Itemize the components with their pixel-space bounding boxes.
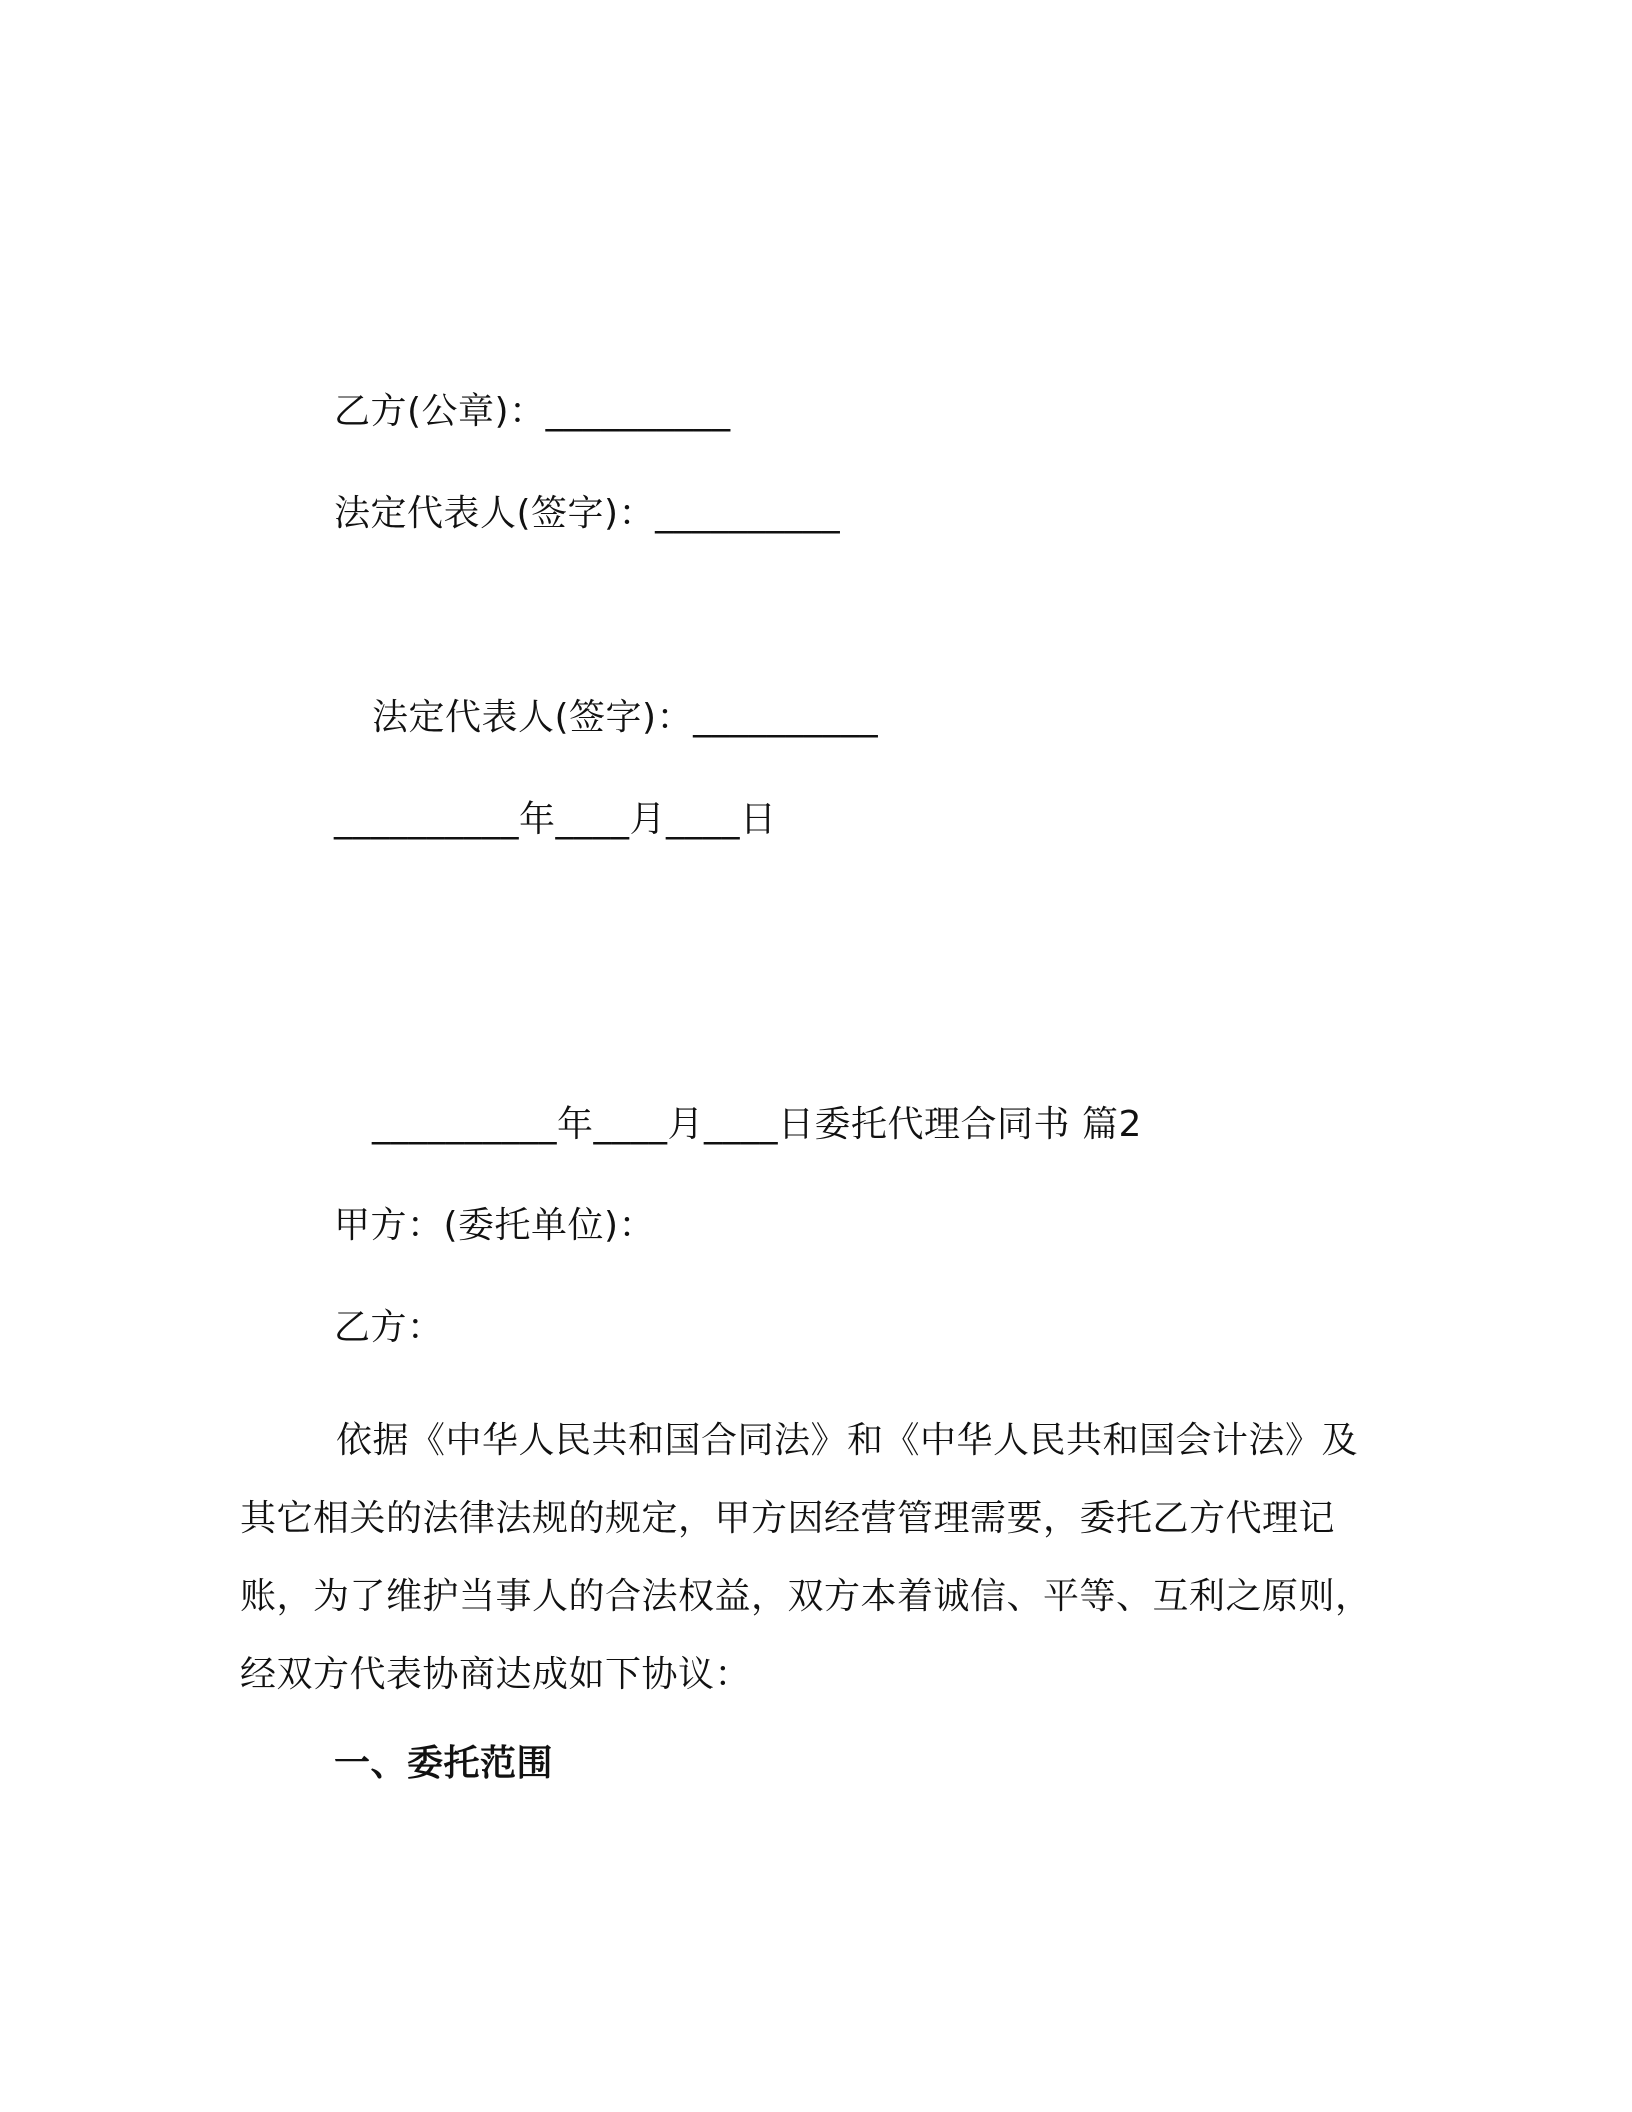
party-b-label: 乙方： [334, 1307, 444, 1348]
legal-representative-signature-line-2: 法定代表人(签字)：__________ [372, 697, 879, 738]
party-a-label: 甲方：(委托单位)： [334, 1205, 656, 1246]
signature-date-line: __________年____月____日 [334, 799, 777, 840]
section-heading-entrustment-scope: 一、委托范围 [334, 1743, 554, 1784]
party-b-seal-line: 乙方(公章)：__________ [334, 391, 731, 432]
contract-preamble-paragraph: 依据《中华人民共和国合同法》和《中华人民共和国会计法》及其它相关的法律法规的规定，甲方因经营管理需要，委托乙方代理记账，为了维护当事人的合法权益，双方本着诚信、平等、互利之原则，经双方代表协商达成如下协议： [240, 1420, 1372, 1695]
contract-title: __________年____月____日委托代理合同书 篇2 [372, 1104, 1142, 1145]
legal-representative-signature-line: 法定代表人(签字)：__________ [334, 493, 841, 534]
